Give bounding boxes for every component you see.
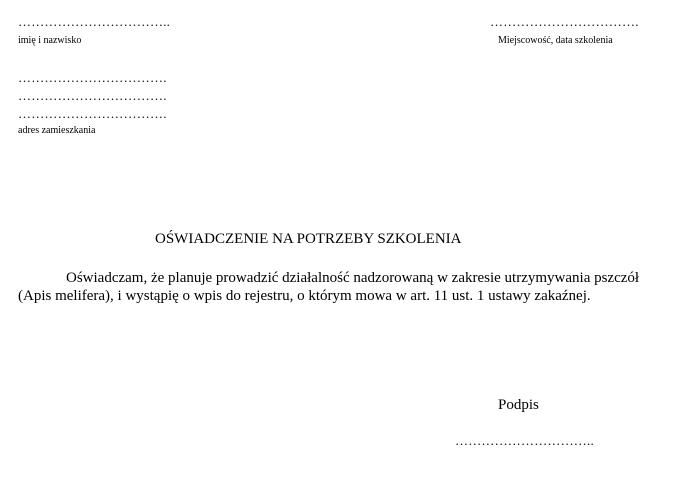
address-dots-2: ……………………………. <box>18 88 167 103</box>
place-date-dots: ……………………………. <box>490 14 639 29</box>
signature-dots: ………………………….. <box>455 433 594 448</box>
name-label: imię i nazwisko <box>18 35 82 46</box>
address-dots-3: ……………………………. <box>18 106 167 121</box>
document-title: OŚWIADCZENIE NA POTRZEBY SZKOLENIA <box>155 231 462 247</box>
declaration-line-1: Oświadczam, że planuje prowadzić działalność nadzorowaną w zakresie utrzymywania pszczół <box>66 270 640 286</box>
place-date-label: Miejscowość, data szkolenia <box>498 35 613 46</box>
address-label: adres zamieszkania <box>18 125 96 136</box>
signature-label: Podpis <box>498 397 539 413</box>
declaration-line-2: (Apis melifera), i wystąpię o wpis do rejestru, o którym mowa w art. 11 ust. 1 ustawy zakaźnej. <box>18 288 591 304</box>
name-dots: …………………………….. <box>18 14 171 29</box>
address-dots-1: ……………………………. <box>18 70 167 85</box>
